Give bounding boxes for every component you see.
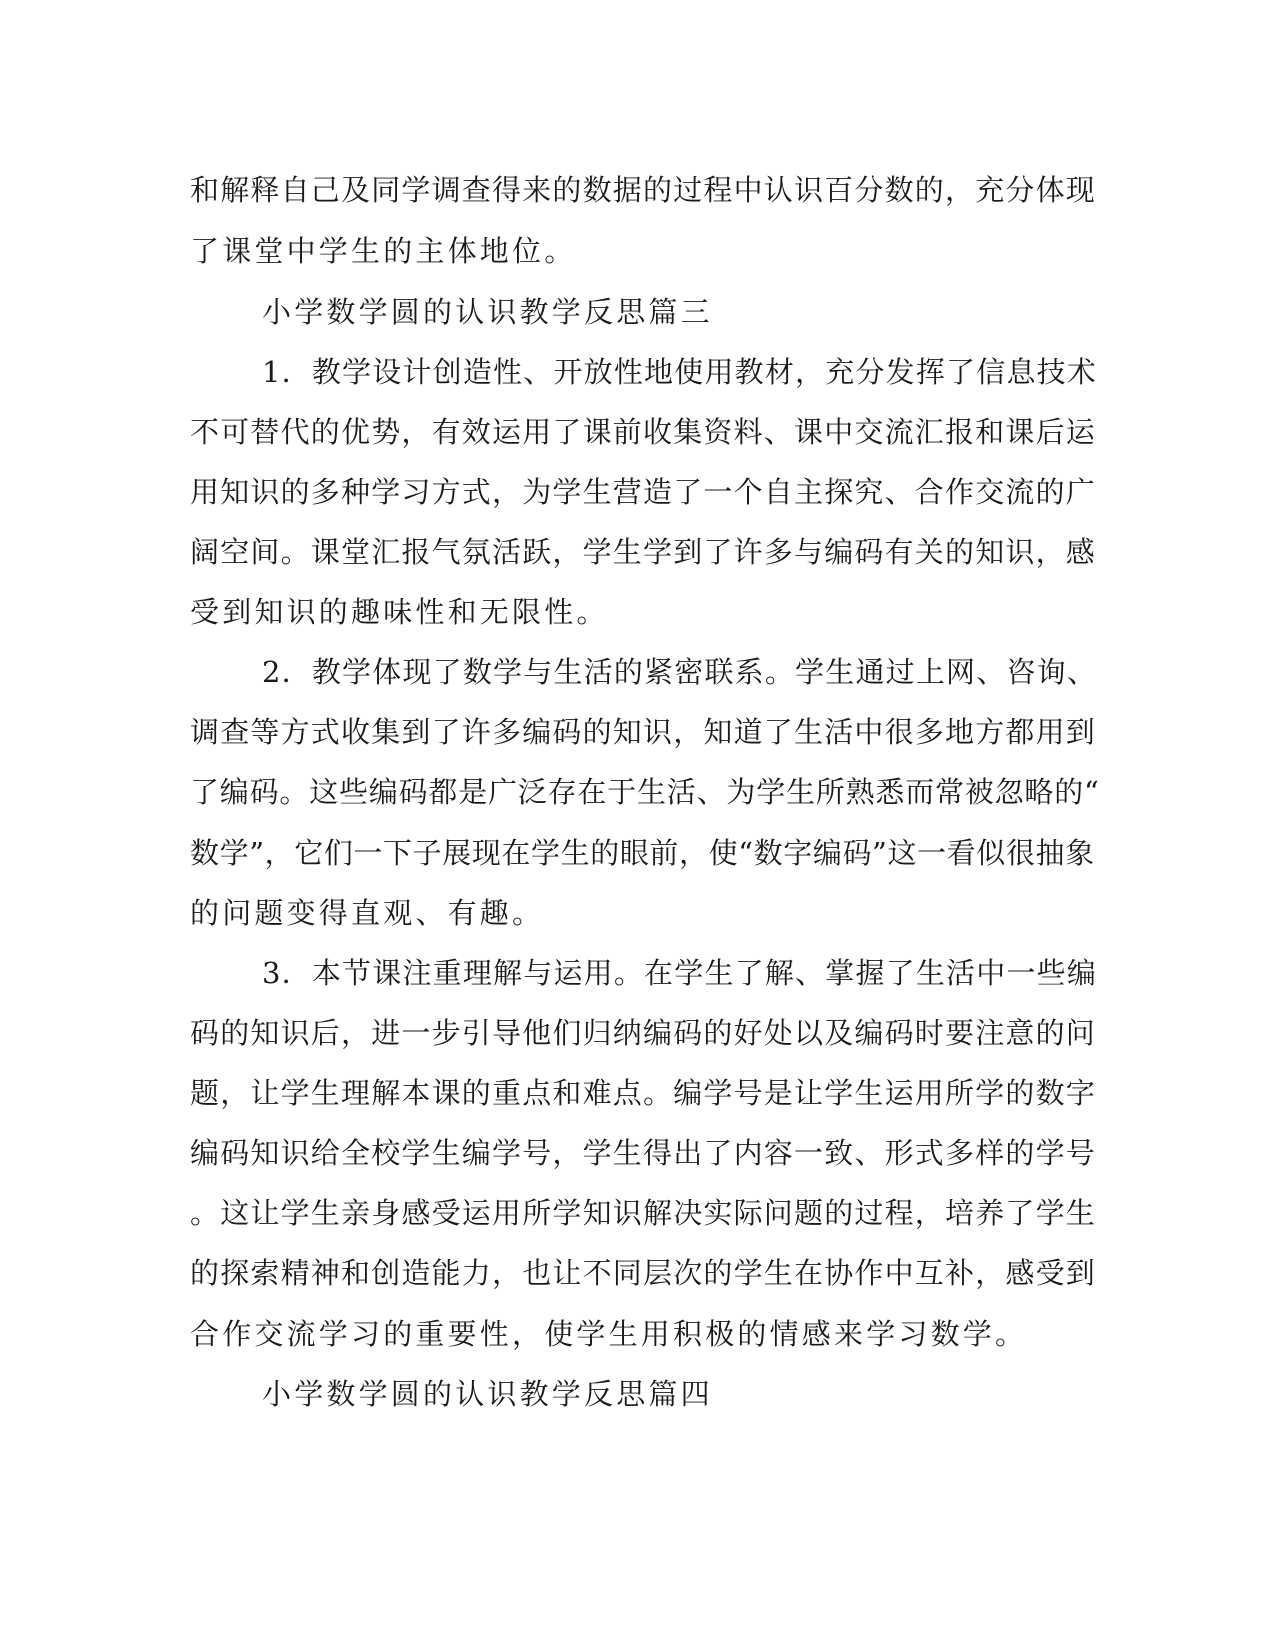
text-line: 码的知识后，进一步引导他们归纳编码的好处以及编码时要注意的问 <box>190 1016 1097 1050</box>
text-line: 阔空间。课堂汇报气氛活跃，学生学到了许多与编码有关的知识，感 <box>190 535 1097 569</box>
text-line: 题，让学生理解本课的重点和难点。编学号是让学生运用所学的数字 <box>190 1076 1097 1110</box>
text-line: 不可替代的优势，有效运用了课前收集资料、课中交流汇报和课后运 <box>190 415 1097 449</box>
section-heading: 小学数学圆的认识教学反思篇四 <box>262 1377 713 1411</box>
text-line: 编码知识给全校学生编学号，学生得出了内容一致、形式多样的学号 <box>190 1136 1097 1170</box>
section-heading: 小学数学圆的认识教学反思篇三 <box>262 295 713 329</box>
text-line: 受到知识的趣味性和无限性。 <box>190 595 609 629</box>
text-line: 1．教学设计创造性、开放性地使用教材，充分发挥了信息技术 <box>262 355 1098 389</box>
text-line: 调查等方式收集到了许多编码的知识，知道了生活中很多地方都用到 <box>190 715 1097 749</box>
text-line: 用知识的多种学习方式，为学生营造了一个自主探究、合作交流的广 <box>190 475 1097 509</box>
text-line: 数学”，它们一下子展现在学生的眼前，使“数字编码”这一看似很抽象 <box>190 836 1095 870</box>
text-line: 2．教学体现了数学与生活的紧密联系。学生通过上网、咨询、 <box>262 655 1098 689</box>
text-line: 的问题变得直观、有趣。 <box>190 896 545 930</box>
text-line: 和解释自己及同学调查得来的数据的过程中认识百分数的，充分体现 <box>190 173 1097 207</box>
text-line: 了编码。这些编码都是广泛存在于生活、为学生所熟悉而常被忽略的“ <box>190 775 1100 809</box>
text-line: 合作交流学习的重要性，使学生用积极的情感来学习数学。 <box>190 1317 1028 1351</box>
text-line: 的探索精神和创造能力，也让不同层次的学生在协作中互补，感受到 <box>190 1256 1097 1290</box>
text-line: 3．本节课注重理解与运用。在学生了解、掌握了生活中一些编 <box>262 956 1098 990</box>
text-line: 了课堂中学生的主体地位。 <box>190 234 577 268</box>
text-line: 。这让学生亲身感受运用所学知识解决实际问题的过程，培养了学生 <box>190 1196 1097 1230</box>
